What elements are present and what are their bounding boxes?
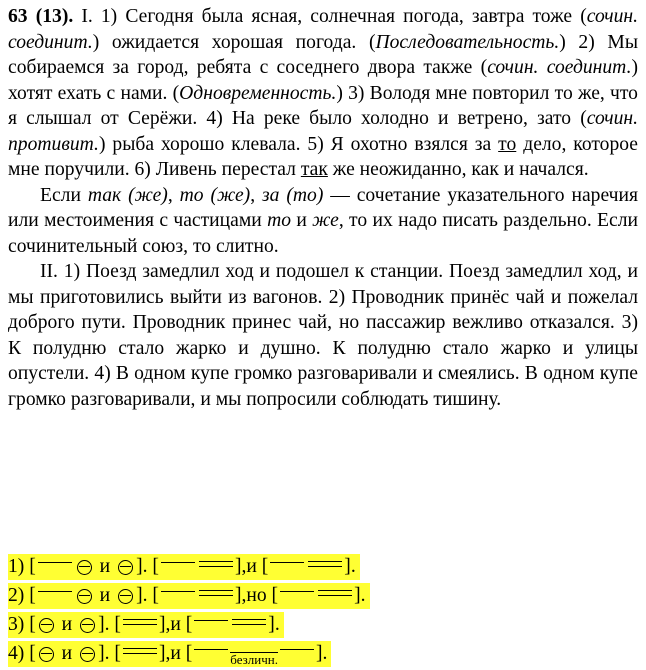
subject-line-icon: [194, 649, 228, 650]
part-two-paragraph: II. 1) Поезд замедлил ход и подошел к станции. Поезд замедлил ход, и мы приготовились выйти из вагонов. 2) Проводник принёс чай и пожелал доброго пути. Проводник принес чай, но пассажир вежливо отказался. 3) К полудню стало жарко и душно. К полудню стало жарко и улицы опустели. 4) В одном купе громко разговаривали и смеялись. В одном купе громко разговаривали, и мы попросили соблюдать тишину.: [8, 261, 638, 410]
subject-line-icon: [194, 620, 228, 621]
homogeneous-circle-icon: [39, 647, 54, 662]
sentence-schemes: [8, 554, 370, 670]
homogeneous-circle-icon: [80, 647, 95, 662]
predicate-line-icon: [123, 648, 157, 654]
homogeneous-circle-icon: [39, 618, 54, 633]
scheme-row-1: 1) [ и ]. [ ] ,и [ ].: [8, 554, 370, 583]
exercise-number: 63 (13).: [8, 6, 74, 27]
homogeneous-circle-icon: [77, 560, 92, 575]
subject-line-icon: [270, 562, 304, 563]
subject-line-icon: [161, 562, 195, 563]
impersonal-label: безличн.: [230, 651, 278, 667]
homogeneous-circle-icon: [118, 560, 133, 575]
scheme-row-3: 3) [ и ]. [ ] ,и [ ].: [8, 612, 370, 641]
homogeneous-circle-icon: [77, 589, 92, 604]
predicate-line-icon: [318, 590, 352, 596]
predicate-line-icon: [308, 561, 342, 567]
part-one-paragraph: 63 (13). I. 1) Сегодня была ясная, солнечная погода, завтра тоже (сочин. соединит.) ожидается хорошая погода. (Последовательность.) 2) Мы собираемся за город, ребята с соседнего двора также (сочин. соединит.) хотят ехать с нами. (Одновременность.) 3) Володя мне повторил то же, что я слышал от Серёжи. 4) На реке было холодно и ветрено, зато (сочин. противит.) рыба хорошо клевала. 5) Я охотно взялся за то дело, которое мне поручили. 6) Ливень перестал так же неожиданно, как и начался.: [8, 6, 638, 180]
subject-line-icon: [38, 562, 72, 563]
subject-line-icon: [280, 591, 314, 592]
rule-paragraph: Если так (же), то (же), за (то) — сочетание указательного наречия или местоимения с частицами то и же, то их надо писать раздельно. Если сочинительный союз, то слитно.: [8, 184, 639, 257]
subject-line-icon: [280, 649, 314, 650]
scheme-row-2: 2) [ и ]. [ ] ,но [ ].: [8, 583, 370, 612]
scheme-row-4: 4) [ и ]. [ ] ,и [ безличн. ].: [8, 641, 370, 670]
homogeneous-circle-icon: [118, 589, 133, 604]
exercise-text: [8, 4, 638, 412]
predicate-line-icon: [199, 590, 233, 596]
homogeneous-circle-icon: [80, 618, 95, 633]
subject-line-icon: [161, 591, 195, 592]
predicate-line-icon: [232, 619, 266, 625]
predicate-line-icon: [123, 619, 157, 625]
predicate-line-icon: [199, 561, 233, 567]
subject-line-icon: [38, 591, 72, 592]
